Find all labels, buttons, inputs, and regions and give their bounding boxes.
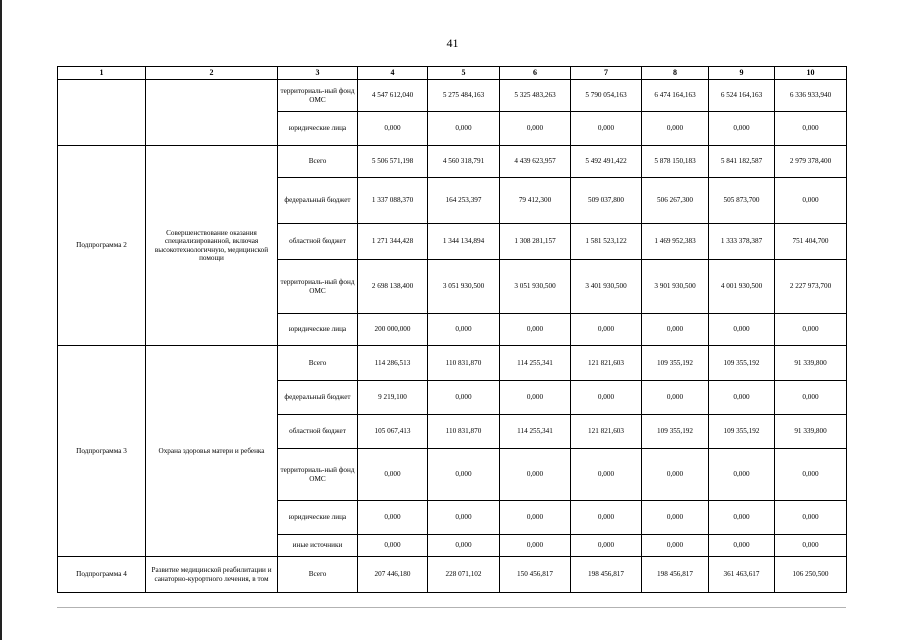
subprogram-cell: Подпрограмма 3 [58,346,146,557]
table-row [58,146,847,178]
value-cell: 121 821,603 [571,346,642,381]
value-cell: 110 831,870 [428,346,500,381]
value-cell: 114 286,513 [358,346,428,381]
value-cell: 91 339,800 [775,415,847,449]
value-cell: 0,000 [775,381,847,415]
table-row [58,557,847,593]
subprogram-name-cell [146,80,278,146]
value-cell: 6 524 164,163 [709,80,775,112]
column-header: 5 [428,67,500,80]
value-cell: 1 344 134,894 [428,224,500,260]
funding-source-cell: территориаль-ный фонд ОМС [278,449,358,501]
table-row [58,80,847,112]
value-cell: 1 333 378,387 [709,224,775,260]
value-cell: 121 821,603 [571,415,642,449]
value-cell: 0,000 [775,449,847,501]
subprogram-cell [58,80,146,146]
value-cell: 114 255,341 [500,415,571,449]
value-cell: 114 255,341 [500,346,571,381]
column-header: 10 [775,67,847,80]
value-cell: 2 698 138,400 [358,260,428,314]
value-cell: 2 979 378,400 [775,146,847,178]
value-cell: 4 560 318,791 [428,146,500,178]
value-cell: 0,000 [775,178,847,224]
value-cell: 0,000 [428,314,500,346]
value-cell: 198 456,817 [571,557,642,593]
value-cell: 0,000 [358,449,428,501]
value-cell: 3 051 930,500 [428,260,500,314]
value-cell: 5 325 483,263 [500,80,571,112]
page-left-edge [0,0,2,640]
funding-source-cell: Всего [278,557,358,593]
value-cell: 505 873,700 [709,178,775,224]
value-cell: 0,000 [428,501,500,535]
value-cell: 109 355,192 [709,415,775,449]
value-cell: 91 339,800 [775,346,847,381]
table-row [58,346,847,381]
column-header: 2 [146,67,278,80]
value-cell: 3 401 930,500 [571,260,642,314]
table-body [58,80,847,593]
column-header: 7 [571,67,642,80]
value-cell: 109 355,192 [642,415,709,449]
subprogram-cell: Подпрограмма 4 [58,557,146,593]
funding-source-cell: федеральный бюджет [278,178,358,224]
value-cell: 150 456,817 [500,557,571,593]
value-cell: 0,000 [500,112,571,146]
value-cell: 0,000 [709,449,775,501]
value-cell: 0,000 [500,381,571,415]
value-cell: 0,000 [642,449,709,501]
value-cell: 5 841 182,587 [709,146,775,178]
page-number: 41 [446,36,459,50]
column-header: 1 [58,67,146,80]
value-cell: 506 267,300 [642,178,709,224]
value-cell: 361 463,617 [709,557,775,593]
value-cell: 5 275 484,163 [428,80,500,112]
value-cell: 751 404,700 [775,224,847,260]
value-cell: 0,000 [500,501,571,535]
value-cell: 1 581 523,122 [571,224,642,260]
value-cell: 109 355,192 [709,346,775,381]
value-cell: 6 336 933,940 [775,80,847,112]
funding-source-cell: юридические лица [278,314,358,346]
value-cell: 0,000 [571,501,642,535]
value-cell: 0,000 [500,314,571,346]
value-cell: 0,000 [428,381,500,415]
value-cell: 0,000 [642,381,709,415]
value-cell: 207 446,180 [358,557,428,593]
funding-source-cell: Всего [278,146,358,178]
value-cell: 3 901 930,500 [642,260,709,314]
funding-source-cell: юридические лица [278,112,358,146]
value-cell: 0,000 [428,449,500,501]
value-cell: 0,000 [642,535,709,557]
value-cell: 0,000 [709,501,775,535]
value-cell: 5 506 571,198 [358,146,428,178]
value-cell: 0,000 [428,112,500,146]
value-cell: 198 456,817 [642,557,709,593]
value-cell: 0,000 [775,314,847,346]
value-cell: 0,000 [571,381,642,415]
value-cell: 105 067,413 [358,415,428,449]
value-cell: 0,000 [642,501,709,535]
value-cell: 0,000 [642,112,709,146]
value-cell: 0,000 [358,501,428,535]
column-header: 3 [278,67,358,80]
value-cell: 5 492 491,422 [571,146,642,178]
column-header: 8 [642,67,709,80]
funding-source-cell: территориаль-ный фонд ОМС [278,80,358,112]
funding-source-cell: юридические лица [278,501,358,535]
value-cell: 5 878 150,183 [642,146,709,178]
funding-source-cell: Всего [278,346,358,381]
value-cell: 0,000 [358,112,428,146]
value-cell: 228 071,102 [428,557,500,593]
value-cell: 164 253,397 [428,178,500,224]
value-cell: 0,000 [709,535,775,557]
value-cell: 1 469 952,383 [642,224,709,260]
value-cell: 5 790 054,163 [571,80,642,112]
value-cell: 9 219,100 [358,381,428,415]
page-bottom-line [57,607,846,608]
value-cell: 200 000,000 [358,314,428,346]
column-header: 4 [358,67,428,80]
subprogram-name-cell: Развитие медицинской реабилитации и санаторно-курортного лечения, в том [146,557,278,593]
value-cell: 79 412,300 [500,178,571,224]
subprogram-cell: Подпрограмма 2 [58,146,146,346]
value-cell: 1 337 088,370 [358,178,428,224]
value-cell: 0,000 [571,535,642,557]
funding-source-cell: федеральный бюджет [278,381,358,415]
value-cell: 0,000 [775,112,847,146]
value-cell: 0,000 [571,449,642,501]
value-cell: 0,000 [500,449,571,501]
value-cell: 0,000 [571,112,642,146]
value-cell: 1 308 281,157 [500,224,571,260]
column-header: 9 [709,67,775,80]
value-cell: 509 037,800 [571,178,642,224]
value-cell: 6 474 164,163 [642,80,709,112]
column-header: 6 [500,67,571,80]
subprogram-name-cell: Охрана здоровья матери и ребенка [146,346,278,557]
table-header-row [58,67,847,80]
value-cell: 0,000 [709,381,775,415]
value-cell: 0,000 [428,535,500,557]
value-cell: 0,000 [500,535,571,557]
funding-source-cell: областной бюджет [278,415,358,449]
value-cell: 109 355,192 [642,346,709,381]
value-cell: 1 271 344,428 [358,224,428,260]
value-cell: 0,000 [709,314,775,346]
value-cell: 110 831,870 [428,415,500,449]
value-cell: 4 547 612,040 [358,80,428,112]
value-cell: 0,000 [571,314,642,346]
budget-table [57,66,847,593]
value-cell: 0,000 [775,535,847,557]
value-cell: 4 001 930,500 [709,260,775,314]
value-cell: 2 227 973,700 [775,260,847,314]
value-cell: 106 250,500 [775,557,847,593]
value-cell: 3 051 930,500 [500,260,571,314]
funding-source-cell: областной бюджет [278,224,358,260]
funding-source-cell: иные источники [278,535,358,557]
subprogram-name-cell: Совершенствование оказания специализированной, включая высокотехнологичную, медицинской помощи [146,146,278,346]
funding-source-cell: территориаль-ный фонд ОМС [278,260,358,314]
value-cell: 4 439 623,957 [500,146,571,178]
value-cell: 0,000 [775,501,847,535]
value-cell: 0,000 [642,314,709,346]
value-cell: 0,000 [709,112,775,146]
value-cell: 0,000 [358,535,428,557]
